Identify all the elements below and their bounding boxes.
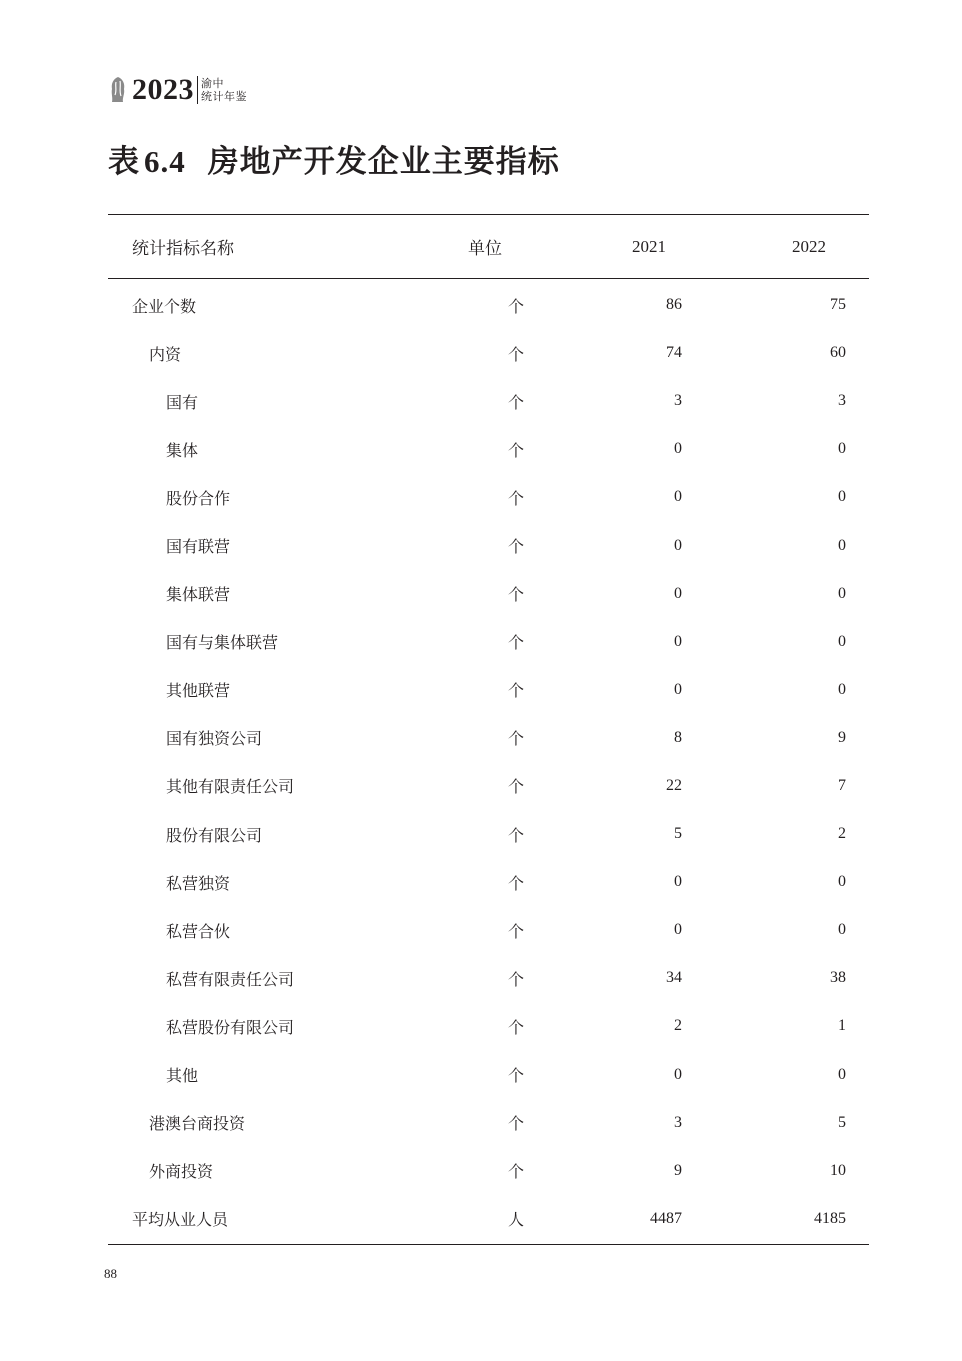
row-unit: 个: [507, 1066, 524, 1086]
table-row: [108, 954, 869, 1002]
table-row: [108, 618, 869, 666]
row-value-2021: 2: [674, 1017, 682, 1035]
row-name: 内资: [149, 344, 182, 364]
column-header-unit: 单位: [468, 239, 502, 259]
row-name: 外商投资: [149, 1162, 214, 1182]
table-row: [108, 377, 869, 425]
table-row: [108, 810, 869, 858]
row-name: 私营独资: [166, 873, 231, 893]
row-value-2021: 5: [674, 825, 682, 843]
row-name: 港澳台商投资: [149, 1114, 246, 1134]
row-value-2022: 10: [830, 1161, 846, 1179]
column-header-2022: 2022: [792, 236, 826, 256]
row-value-2021: 0: [674, 488, 682, 506]
table-row: [108, 281, 869, 329]
table-number: 6.4: [144, 144, 186, 179]
column-header-2021: 2021: [632, 236, 666, 256]
row-name: 其他联营: [166, 681, 231, 701]
row-unit: 个: [507, 488, 524, 508]
row-name: 国有与集体联营: [166, 633, 279, 653]
indicator-table: [108, 214, 869, 1245]
row-unit: 个: [507, 1162, 524, 1182]
row-value-2021: 0: [674, 584, 682, 602]
table-row: [108, 521, 869, 569]
yearbook-year: 2023: [132, 73, 194, 106]
row-value-2022: 0: [838, 873, 846, 891]
row-value-2021: 0: [674, 873, 682, 891]
row-value-2021: 0: [674, 1065, 682, 1083]
page-number: 88: [104, 1266, 117, 1281]
row-value-2022: 0: [838, 921, 846, 939]
row-unit: 个: [507, 1017, 524, 1037]
row-value-2021: 9: [674, 1161, 682, 1179]
row-value-2021: 0: [674, 680, 682, 698]
row-value-2022: 4185: [814, 1209, 846, 1227]
row-value-2021: 8: [674, 728, 682, 746]
table-title-name: 房地产开发企业主要指标: [207, 144, 560, 180]
row-value-2022: 9: [838, 728, 846, 746]
yuzhong-logo-icon: [108, 76, 128, 104]
row-name: 私营有限责任公司: [166, 969, 295, 989]
table-body: [108, 279, 869, 1243]
running-header: [108, 72, 247, 108]
row-value-2021: 4487: [650, 1209, 682, 1227]
table-row: [108, 714, 869, 762]
table-row: [108, 329, 869, 377]
row-value-2021: 3: [674, 392, 682, 410]
row-value-2021: 34: [666, 969, 682, 987]
row-unit: 个: [507, 681, 524, 701]
row-unit: 个: [507, 777, 524, 797]
row-value-2021: 74: [666, 344, 682, 362]
row-name: 集体联营: [166, 585, 231, 605]
row-name: 私营股份有限公司: [166, 1017, 295, 1037]
row-value-2021: 86: [666, 296, 682, 314]
row-unit: 个: [507, 440, 524, 460]
table-bottom-rule: [108, 1244, 869, 1245]
row-value-2022: 0: [838, 680, 846, 698]
row-unit: 个: [507, 537, 524, 557]
row-value-2021: 0: [674, 632, 682, 650]
row-unit: 人: [507, 1210, 524, 1230]
column-header-name: 统计指标名称: [132, 239, 234, 259]
table-title: [108, 136, 560, 181]
table-row: [108, 1002, 869, 1050]
row-name: 集体: [166, 440, 199, 460]
row-unit: 个: [507, 296, 524, 316]
row-name: 股份有限公司: [166, 825, 263, 845]
row-value-2022: 0: [838, 440, 846, 458]
row-unit: 个: [507, 392, 524, 412]
row-name: 国有: [166, 392, 199, 412]
row-value-2022: 5: [838, 1113, 846, 1131]
table-row: [108, 858, 869, 906]
row-value-2022: 0: [838, 536, 846, 554]
row-value-2022: 7: [838, 776, 846, 794]
row-name: 企业个数: [132, 296, 197, 316]
row-value-2021: 3: [674, 1113, 682, 1131]
row-value-2022: 38: [830, 969, 846, 987]
row-name: 国有独资公司: [166, 729, 263, 749]
subtitle-line-1: 渝中: [201, 77, 224, 90]
table-row: [108, 1099, 869, 1147]
row-unit: 个: [507, 873, 524, 893]
table-row: [108, 666, 869, 714]
table-row: [108, 1195, 869, 1243]
row-name: 股份合作: [166, 488, 231, 508]
row-unit: 个: [507, 969, 524, 989]
row-unit: 个: [507, 344, 524, 364]
table-row: [108, 906, 869, 954]
table-row: [108, 425, 869, 473]
row-value-2021: 0: [674, 440, 682, 458]
table-row: [108, 762, 869, 810]
row-value-2022: 75: [830, 296, 846, 314]
row-value-2022: 2: [838, 825, 846, 843]
row-value-2022: 1: [838, 1017, 846, 1035]
yearbook-subtitle: [197, 76, 247, 104]
row-name: 平均从业人员: [132, 1210, 229, 1230]
row-unit: 个: [507, 825, 524, 845]
table-row: [108, 1147, 869, 1195]
table-row: [108, 570, 869, 618]
row-unit: 个: [507, 729, 524, 749]
row-value-2022: 60: [830, 344, 846, 362]
row-name: 国有联营: [166, 537, 231, 557]
row-unit: 个: [507, 1114, 524, 1134]
table-title-prefix: 表: [108, 144, 140, 180]
row-unit: 个: [507, 585, 524, 605]
row-value-2022: 0: [838, 632, 846, 650]
row-name: 其他有限责任公司: [166, 777, 295, 797]
row-value-2021: 22: [666, 776, 682, 794]
row-value-2022: 0: [838, 1065, 846, 1083]
row-value-2021: 0: [674, 921, 682, 939]
row-value-2022: 0: [838, 584, 846, 602]
row-name: 其他: [166, 1066, 199, 1086]
subtitle-line-2: 统计年鉴: [201, 90, 247, 103]
table-row: [108, 1051, 869, 1099]
table-header-row: [108, 215, 869, 279]
row-value-2022: 0: [838, 488, 846, 506]
row-unit: 个: [507, 921, 524, 941]
row-value-2021: 0: [674, 536, 682, 554]
table-row: [108, 473, 869, 521]
row-value-2022: 3: [838, 392, 846, 410]
row-name: 私营合伙: [166, 921, 231, 941]
row-unit: 个: [507, 633, 524, 653]
